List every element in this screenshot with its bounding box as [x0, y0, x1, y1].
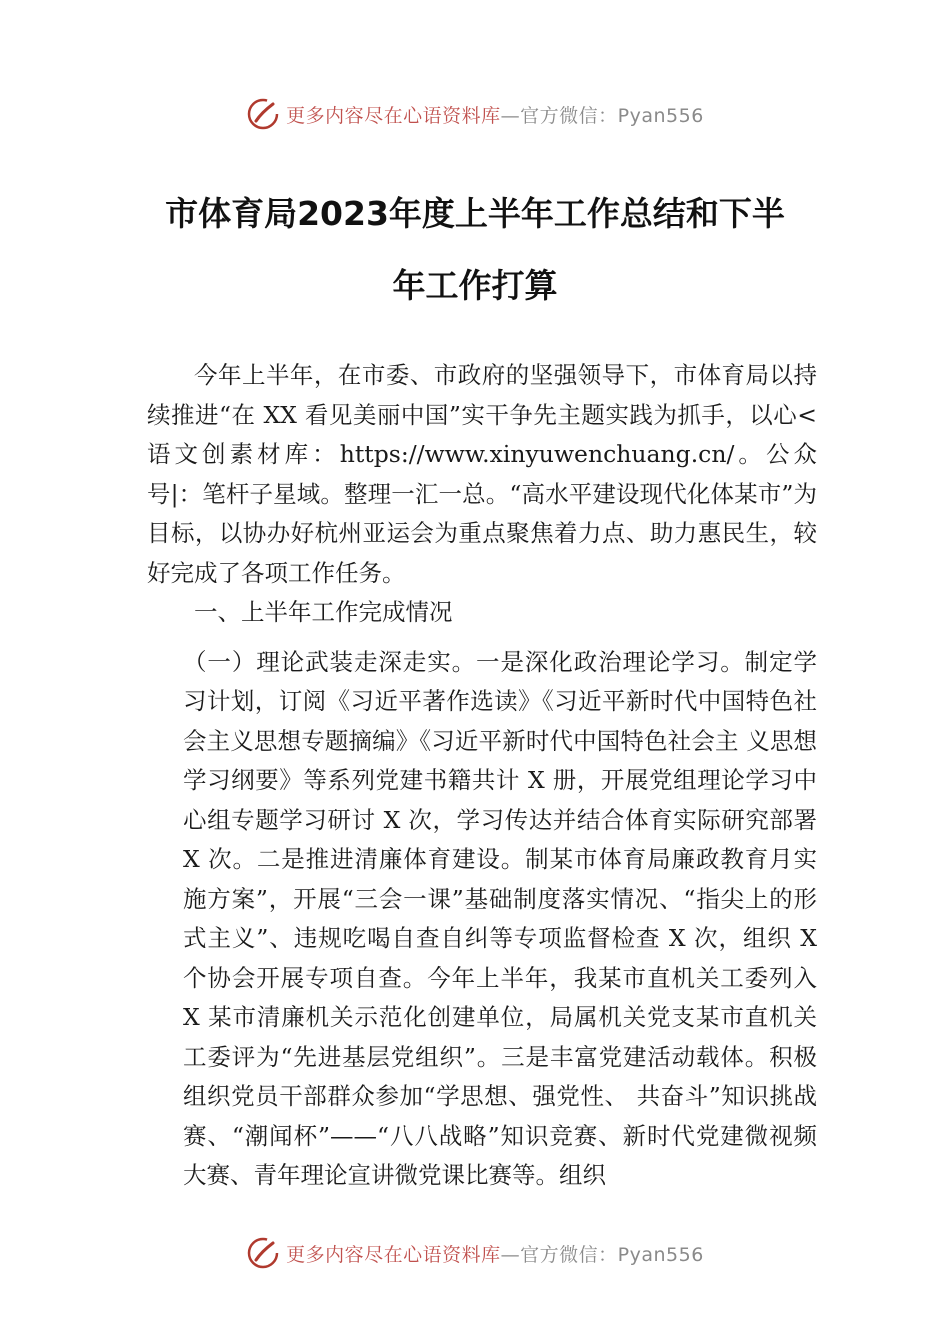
footer-banner — [0, 1231, 950, 1275]
intro-paragraph: 今年上半年，在市委、市政府的坚强领导下，市体育局以持续推进“在 XX 看见美丽中国”实干争先主题实践为抓手，以心<语文创素材库：https://www.xinyuwenchuang.cn/。公众号|：笔杆子星域。整理一汇一总。“高水平建设现代化体某市”为目标，以协办好杭州亚运会为重点聚焦着力点、助力惠民生，较好完成了各项工作任务。 — [147, 361, 817, 587]
banner-text — [286, 101, 704, 128]
banner-library-text: 更多内容尽在心语资料库 — [286, 104, 501, 127]
banner-wechat-text: 官方微信：Pyan556 — [520, 104, 704, 127]
banner-wechat-text: 官方微信：Pyan556 — [520, 1243, 704, 1266]
banner-dash: — — [500, 1243, 521, 1266]
banner-library-text: 更多内容尽在心语资料库 — [286, 1243, 501, 1266]
title-line-1: 市体育局2023年度上半年工作总结和下半 — [165, 194, 785, 233]
brush-logo-icon — [246, 97, 280, 131]
document-title — [100, 178, 850, 322]
brush-logo-icon — [246, 1236, 280, 1270]
banner-dash: — — [500, 104, 521, 127]
header-banner — [0, 92, 950, 136]
title-line-2: 年工作打算 — [392, 266, 558, 305]
section-heading-1: 一、上半年工作完成情况 — [194, 598, 453, 626]
subsection-paragraph-1: （一）理论武装走深走实。一是深化政治理论学习。制定学习计划，订阅《习近平著作选读》《习近平新时代中国特色社会主义思想专题摘编》《习近平新时代中国特色社会主 义思想学习纲要》等系列党建书籍共计 X 册，开展党组理论学习中心组专题学习研讨 X 次，学习传达并结合体育实际研究部署 X 次。二是推进清廉体育建设。制某市体育局廉政教育月实施方案”，开展“三会一课”基础制度落实情况、“指尖上的形式主义”、违规吃喝自查自纠等专项监督检查 X 次，组织 X 个协会开展专项自查。今年上半年，我某市直机关工委列入 X 某市清廉机关示范化创建单位，局属机关党支某市直机关工委评为“先进基层党组织”。三是丰富党建活动载体。积极组织党员干部群众参加“学思想、强党性、 共奋斗”知识挑战赛、“潮闻杯”——“八八战略”知识竞赛、新时代党建微视频大赛、青年理论宣讲微党课比赛等。组织 — [183, 647, 817, 1189]
banner-text — [286, 1240, 704, 1267]
document-body — [147, 356, 817, 1196]
